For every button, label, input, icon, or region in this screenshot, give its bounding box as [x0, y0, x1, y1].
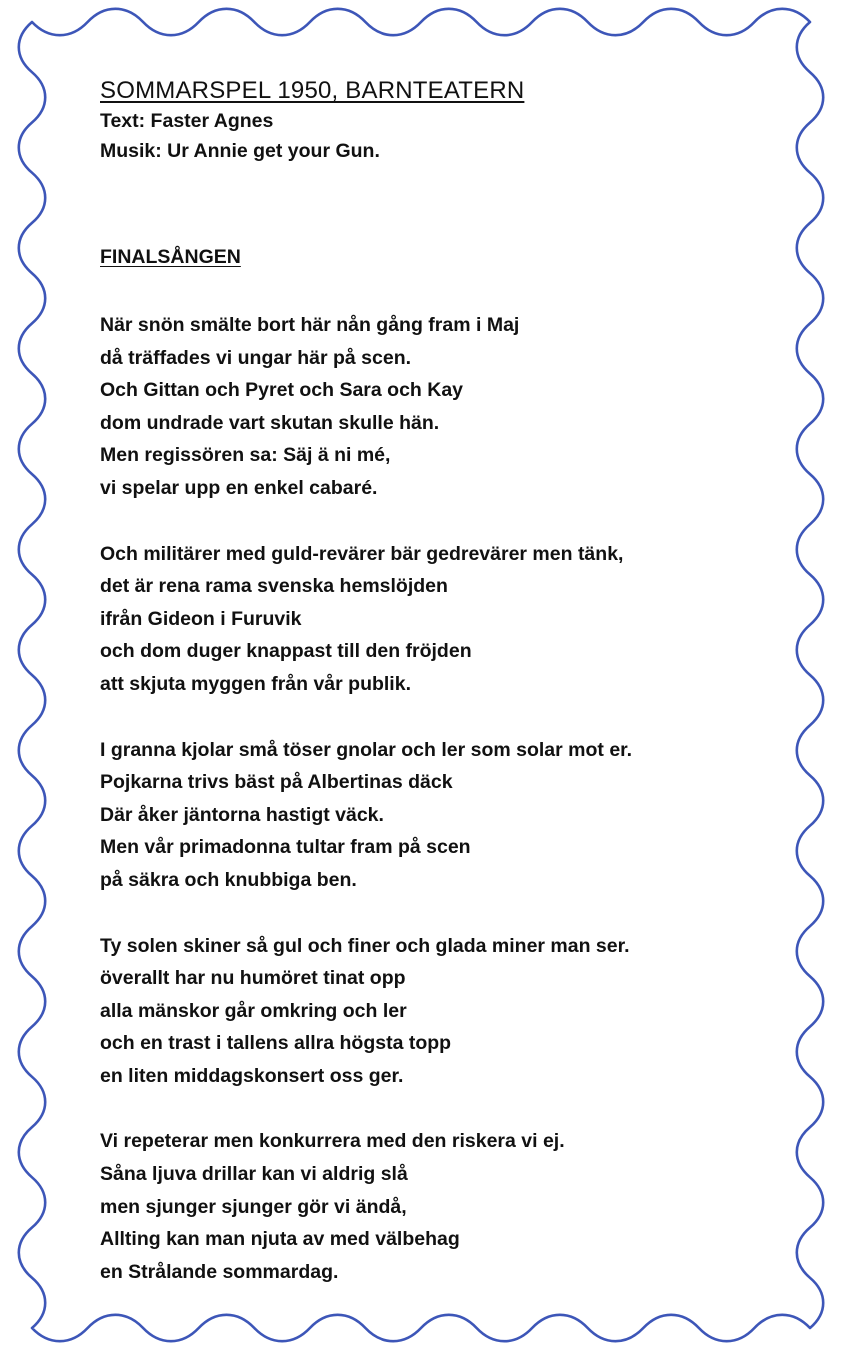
- lyric-line: överallt har nu humöret tinat opp: [100, 967, 406, 990]
- stanza-2: [100, 538, 790, 701]
- lyric-line: Allting kan man njuta av med välbehag: [100, 1228, 460, 1251]
- lyric-line: Såna ljuva drillar kan vi aldrig slå: [100, 1163, 408, 1186]
- lyric-line: Vi repeterar men konkurrera med den riskera vi ej.: [100, 1130, 565, 1153]
- lyric-line: ifrån Gideon i Furuvik: [100, 607, 302, 630]
- lyric-line: När snön smälte bort här nån gång fram i Maj: [100, 314, 520, 336]
- lyric-line: Men regissören sa: Säj ä ni mé,: [100, 444, 391, 467]
- stanza-5: [100, 1125, 790, 1288]
- lyric-line: dom undrade vart skutan skulle hän.: [100, 411, 440, 434]
- lyric-line: och dom duger knappast till den fröjden: [100, 640, 472, 663]
- stanza-4: [100, 930, 790, 1093]
- lyric-line: I granna kjolar små töser gnolar och ler som solar mot er.: [100, 738, 633, 761]
- lyric-line: Men vår primadonna tultar fram på scen: [100, 836, 471, 859]
- lyric-line: en liten middagskonsert oss ger.: [100, 1064, 404, 1087]
- lyric-line: att skjuta myggen från vår publik.: [100, 672, 411, 695]
- music-credit: Musik: Ur Annie get your Gun.: [100, 140, 380, 162]
- lyric-line: Ty solen skiner så gul och finer och glada miner man ser.: [100, 934, 630, 957]
- lyric-line: på säkra och knubbiga ben.: [100, 868, 357, 891]
- stanza-1: [100, 309, 790, 505]
- lyric-line: och en trast i tallens allra högsta topp: [100, 1032, 452, 1055]
- lyric-line: men sjunger sjunger gör vi ändå,: [100, 1195, 407, 1218]
- song-title: FINALSÅNGEN: [100, 246, 241, 268]
- document-content: [100, 76, 790, 1288]
- lyric-line: det är rena rama svenska hemslöjden: [100, 575, 448, 598]
- lyric-line: då träffades vi ungar här på scen.: [100, 346, 412, 369]
- lyric-line: vi spelar upp en enkel cabaré.: [100, 476, 378, 499]
- text-credit: Text: Faster Agnes: [100, 110, 274, 132]
- lyric-line: Och militärer med guld-revärer bär gedrevärer men tänk,: [100, 542, 624, 565]
- lyric-line: Där åker jäntorna hastigt väck.: [100, 803, 384, 826]
- lyric-line: en Strålande sommardag.: [100, 1260, 339, 1283]
- document-title: SOMMARSPEL 1950, BARNTEATERN: [100, 77, 525, 104]
- lyric-line: Och Gittan och Pyret och Sara och Kay: [100, 379, 464, 402]
- lyric-line: Pojkarna trivs bäst på Albertinas däck: [100, 771, 453, 794]
- stanza-3: [100, 734, 790, 897]
- lyric-line: alla mänskor går omkring och ler: [100, 999, 407, 1022]
